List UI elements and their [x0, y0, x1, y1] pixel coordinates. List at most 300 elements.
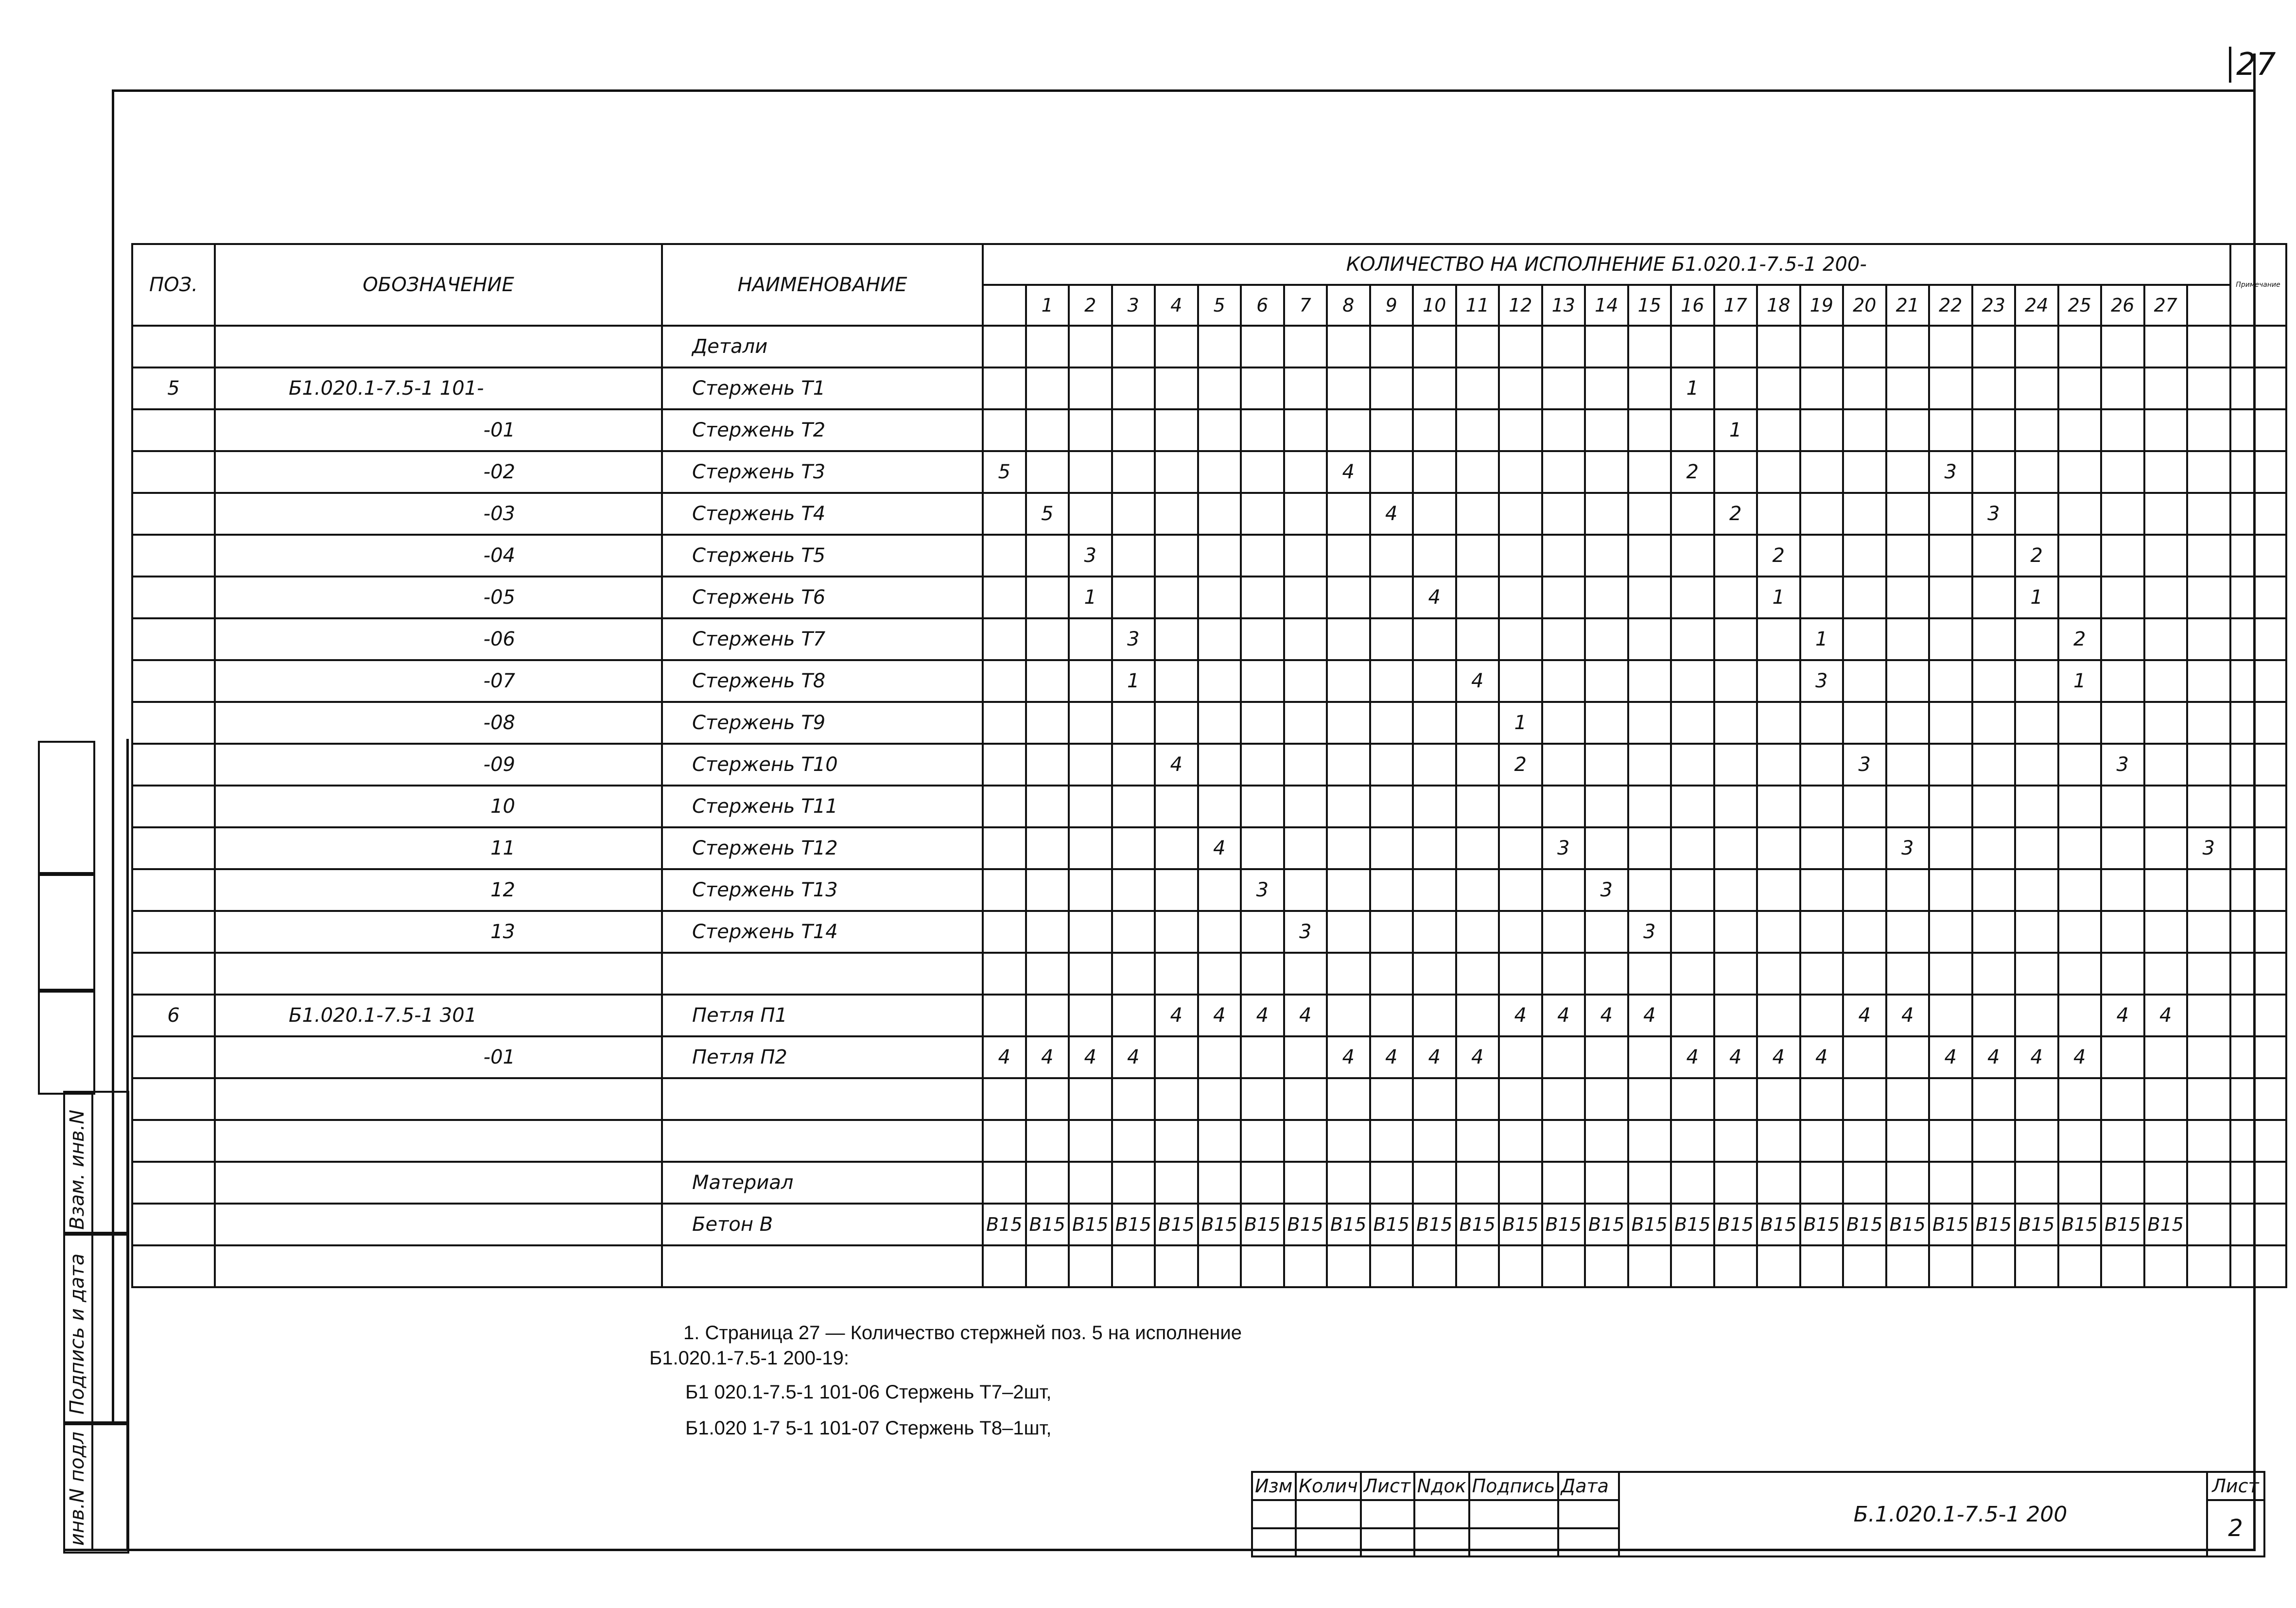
row-quantity: [1327, 786, 1370, 827]
row-quantity: [1972, 1078, 2016, 1120]
column-number: 27: [2144, 285, 2188, 326]
row-quantity: [1628, 953, 1671, 995]
row-naimenovanie: [662, 1078, 983, 1120]
row-quantity: В15: [1413, 1204, 1456, 1245]
row-oboznachenie: -07: [215, 660, 662, 702]
row-quantity: [1714, 1162, 1757, 1204]
row-quantity: [1843, 660, 1886, 702]
column-number: 6: [1241, 285, 1284, 326]
row-quantity: [1886, 744, 1930, 786]
row-quantity: [1714, 953, 1757, 995]
stamp-izm: Изм: [1252, 1472, 1296, 1500]
row-poz: [132, 953, 215, 995]
row-quantity: [1198, 451, 1241, 493]
row-quantity: [1886, 535, 1930, 577]
row-poz: [132, 1204, 215, 1245]
row-quantity: [2101, 367, 2144, 409]
row-quantity: [1843, 451, 1886, 493]
row-quantity: [1155, 535, 1198, 577]
row-quantity: [1714, 744, 1757, 786]
row-oboznachenie: -05: [215, 577, 662, 618]
row-quantity: [1585, 744, 1628, 786]
row-quantity: 1: [1499, 702, 1542, 744]
row-quantity: [1327, 953, 1370, 995]
row-quantity: [1886, 660, 1930, 702]
row-quantity: [1499, 1245, 1542, 1287]
row-quantity: [2187, 1245, 2230, 1287]
row-quantity: [1198, 702, 1241, 744]
row-quantity: [1241, 786, 1284, 827]
row-quantity: 4: [1585, 995, 1628, 1036]
row-quantity: [1929, 535, 1972, 577]
row-quantity: [2144, 618, 2188, 660]
row-naimenovanie: Стержень Т3: [662, 451, 983, 493]
row-naimenovanie: Стержень Т7: [662, 618, 983, 660]
row-quantity: [2015, 702, 2058, 744]
side-stamp-box-2: [38, 872, 95, 993]
row-quantity: [1413, 1078, 1456, 1120]
row-quantity: [1972, 744, 2016, 786]
row-quantity: 1: [2015, 577, 2058, 618]
row-quantity: [1413, 995, 1456, 1036]
row-quantity: [2187, 702, 2230, 744]
row-quantity: [1843, 1120, 1886, 1162]
row-poz: [132, 451, 215, 493]
row-oboznachenie: [215, 953, 662, 995]
table-row: [132, 1078, 2286, 1120]
row-quantity: 4: [983, 1036, 1026, 1078]
row-quantity: [1972, 618, 2016, 660]
row-quantity: [1370, 367, 1413, 409]
row-quantity: [1456, 786, 1499, 827]
row-quantity: 3: [1542, 827, 1585, 869]
row-quantity: [2058, 1245, 2102, 1287]
row-quantity: [1800, 786, 1844, 827]
row-quantity: [983, 1078, 1026, 1120]
row-quantity: [1026, 618, 1069, 660]
row-quantity: [1413, 702, 1456, 744]
row-quantity: [1456, 367, 1499, 409]
table-row: [132, 953, 2286, 995]
row-quantity: [2144, 1245, 2188, 1287]
row-naimenovanie: Петля П2: [662, 1036, 983, 1078]
header-naimenovanie: НАИМЕНОВАНИЕ: [662, 244, 983, 326]
row-quantity: [983, 493, 1026, 535]
row-quantity: [1843, 953, 1886, 995]
row-quantity: [1413, 827, 1456, 869]
row-quantity: [1413, 367, 1456, 409]
row-quantity: [1542, 367, 1585, 409]
row-quantity: [2015, 326, 2058, 367]
row-quantity: [1757, 1120, 1800, 1162]
row-quantity: [1112, 1120, 1155, 1162]
row-quantity: [2015, 911, 2058, 953]
row-quantity: [1155, 367, 1198, 409]
row-quantity: [1155, 618, 1198, 660]
row-quantity: [1628, 493, 1671, 535]
row-quantity: [2101, 911, 2144, 953]
row-quantity: [1929, 1162, 1972, 1204]
row-quantity: 4: [1327, 451, 1370, 493]
side-stamp-box-1: [38, 741, 95, 876]
row-quantity: [2101, 660, 2144, 702]
row-quantity: [1112, 326, 1155, 367]
row-quantity: [1413, 535, 1456, 577]
row-quantity: [1155, 493, 1198, 535]
row-quantity: В15: [2058, 1204, 2102, 1245]
row-quantity: [1069, 744, 1112, 786]
row-quantity: [2144, 702, 2188, 744]
row-quantity: [1284, 744, 1327, 786]
row-quantity: В15: [1241, 1204, 1284, 1245]
row-quantity: [1542, 702, 1585, 744]
row-quantity: 4: [1284, 995, 1327, 1036]
row-quantity: 5: [1026, 493, 1069, 535]
row-quantity: [1456, 535, 1499, 577]
row-primechanie: [2230, 1245, 2286, 1287]
row-quantity: [1241, 953, 1284, 995]
row-quantity: 3: [1800, 660, 1844, 702]
row-quantity: [1241, 1078, 1284, 1120]
row-quantity: [1026, 326, 1069, 367]
row-quantity: 4: [2058, 1036, 2102, 1078]
row-poz: [132, 326, 215, 367]
row-quantity: [1929, 1245, 1972, 1287]
row-quantity: [2101, 535, 2144, 577]
row-quantity: [1542, 953, 1585, 995]
row-primechanie: [2230, 1078, 2286, 1120]
row-quantity: [1155, 702, 1198, 744]
table-row: [132, 1036, 2286, 1078]
row-quantity: [1628, 326, 1671, 367]
row-quantity: [2144, 744, 2188, 786]
row-primechanie: [2230, 409, 2286, 451]
row-quantity: 2: [1757, 535, 1800, 577]
row-quantity: [1757, 1245, 1800, 1287]
row-quantity: 3: [2187, 827, 2230, 869]
row-quantity: [1714, 702, 1757, 744]
row-quantity: [1800, 744, 1844, 786]
column-number: 9: [1370, 285, 1413, 326]
row-quantity: [1026, 911, 1069, 953]
table-row: [132, 869, 2286, 911]
row-quantity: [1757, 409, 1800, 451]
row-quantity: [1542, 1078, 1585, 1120]
row-quantity: 4: [1069, 1036, 1112, 1078]
stamp-ndok: Nдок: [1414, 1472, 1469, 1500]
row-quantity: [1585, 326, 1628, 367]
row-quantity: [983, 326, 1026, 367]
table-row: [132, 827, 2286, 869]
row-quantity: [1628, 1245, 1671, 1287]
row-quantity: [1843, 618, 1886, 660]
row-poz: 6: [132, 995, 215, 1036]
row-quantity: [1628, 1120, 1671, 1162]
row-quantity: [1929, 953, 1972, 995]
row-quantity: [1155, 409, 1198, 451]
row-quantity: [983, 911, 1026, 953]
row-quantity: [1026, 1245, 1069, 1287]
row-quantity: [1972, 326, 2016, 367]
row-quantity: [1628, 827, 1671, 869]
row-quantity: [1155, 786, 1198, 827]
row-quantity: [1069, 451, 1112, 493]
row-quantity: [2058, 786, 2102, 827]
row-quantity: [983, 869, 1026, 911]
row-quantity: [2187, 744, 2230, 786]
row-quantity: [1026, 451, 1069, 493]
row-quantity: [1714, 786, 1757, 827]
row-quantity: В15: [1671, 1204, 1714, 1245]
column-number: 25: [2058, 285, 2102, 326]
row-quantity: [1757, 744, 1800, 786]
row-quantity: [1542, 911, 1585, 953]
row-quantity: [2187, 367, 2230, 409]
column-number: 19: [1800, 285, 1844, 326]
row-quantity: [983, 618, 1026, 660]
row-quantity: [1241, 451, 1284, 493]
row-quantity: [1929, 409, 1972, 451]
row-quantity: [1198, 326, 1241, 367]
row-quantity: [1284, 1120, 1327, 1162]
row-quantity: [983, 827, 1026, 869]
row-quantity: [1628, 869, 1671, 911]
row-quantity: [1542, 786, 1585, 827]
row-poz: [132, 618, 215, 660]
row-quantity: 4: [1757, 1036, 1800, 1078]
row-quantity: В15: [1886, 1204, 1930, 1245]
column-number: 8: [1327, 285, 1370, 326]
row-quantity: [2187, 618, 2230, 660]
row-quantity: [1327, 1162, 1370, 1204]
row-quantity: [1499, 451, 1542, 493]
row-quantity: [1026, 409, 1069, 451]
row-quantity: [1241, 702, 1284, 744]
row-quantity: [1069, 702, 1112, 744]
row-quantity: [1112, 869, 1155, 911]
row-quantity: [1241, 1036, 1284, 1078]
row-quantity: 3: [1585, 869, 1628, 911]
row-quantity: [1542, 660, 1585, 702]
row-quantity: [1757, 1162, 1800, 1204]
row-quantity: [1757, 786, 1800, 827]
row-quantity: [1628, 660, 1671, 702]
row-quantity: [983, 660, 1026, 702]
row-quantity: 3: [1886, 827, 1930, 869]
row-quantity: [2144, 326, 2188, 367]
row-quantity: [2101, 618, 2144, 660]
row-quantity: [1112, 786, 1155, 827]
row-quantity: [2101, 493, 2144, 535]
row-quantity: [1499, 660, 1542, 702]
row-poz: [132, 535, 215, 577]
row-quantity: [1843, 1162, 1886, 1204]
row-quantity: [2058, 493, 2102, 535]
table-row: [132, 660, 2286, 702]
row-primechanie: [2230, 869, 2286, 911]
row-quantity: [1972, 535, 2016, 577]
row-poz: [132, 1036, 215, 1078]
row-quantity: [1929, 911, 1972, 953]
row-quantity: [1456, 1162, 1499, 1204]
row-quantity: [1069, 911, 1112, 953]
column-number: 4: [1155, 285, 1198, 326]
row-quantity: В15: [1112, 1204, 1155, 1245]
row-quantity: [1069, 827, 1112, 869]
table-row: [132, 1204, 2286, 1245]
column-number: [983, 285, 1026, 326]
row-quantity: [2187, 1120, 2230, 1162]
row-quantity: 3: [1929, 451, 1972, 493]
row-quantity: 3: [1972, 493, 2016, 535]
row-quantity: [1327, 702, 1370, 744]
row-quantity: [1542, 326, 1585, 367]
row-quantity: [1155, 1120, 1198, 1162]
stamp-data: Дата: [1558, 1472, 1619, 1500]
row-quantity: [1628, 744, 1671, 786]
row-quantity: [983, 786, 1026, 827]
row-poz: 5: [132, 367, 215, 409]
row-quantity: [1714, 326, 1757, 367]
row-quantity: 4: [1843, 995, 1886, 1036]
row-quantity: [2058, 535, 2102, 577]
row-quantity: [1112, 911, 1155, 953]
row-quantity: [1413, 953, 1456, 995]
column-number: 11: [1456, 285, 1499, 326]
row-naimenovanie: Стержень Т4: [662, 493, 983, 535]
row-quantity: [1886, 786, 1930, 827]
note-line-1: 1. Страница 27 — Количество стержней поз. 5 на исполнение: [683, 1322, 1242, 1344]
row-quantity: [1843, 535, 1886, 577]
row-quantity: [1413, 1120, 1456, 1162]
row-quantity: [1714, 618, 1757, 660]
row-quantity: [1843, 493, 1886, 535]
row-quantity: [1671, 618, 1714, 660]
row-quantity: [2058, 953, 2102, 995]
table-row: [132, 577, 2286, 618]
row-quantity: [2101, 786, 2144, 827]
row-quantity: 4: [1026, 1036, 1069, 1078]
row-quantity: [1026, 535, 1069, 577]
row-quantity: [2144, 660, 2188, 702]
row-quantity: [1413, 1245, 1456, 1287]
row-quantity: [1112, 744, 1155, 786]
row-quantity: [1026, 577, 1069, 618]
row-quantity: [1499, 409, 1542, 451]
row-quantity: В15: [1456, 1204, 1499, 1245]
row-quantity: [1026, 995, 1069, 1036]
row-quantity: [1499, 493, 1542, 535]
row-quantity: [2187, 493, 2230, 535]
row-quantity: [1370, 535, 1413, 577]
row-quantity: [1284, 660, 1327, 702]
row-quantity: [2187, 326, 2230, 367]
row-quantity: 1: [1671, 367, 1714, 409]
row-quantity: [1370, 660, 1413, 702]
row-quantity: [1155, 326, 1198, 367]
row-quantity: [1026, 367, 1069, 409]
row-quantity: [1671, 1162, 1714, 1204]
row-quantity: [2058, 367, 2102, 409]
row-quantity: [1585, 535, 1628, 577]
column-number: 13: [1542, 285, 1585, 326]
row-quantity: [1714, 451, 1757, 493]
column-number: 17: [1714, 285, 1757, 326]
row-quantity: [1886, 911, 1930, 953]
row-quantity: [1929, 827, 1972, 869]
note-line-4: Б1.020 1-7 5-1 101-07 Стержень Т8–1шт,: [685, 1417, 1052, 1439]
row-quantity: [2101, 702, 2144, 744]
row-quantity: [1972, 577, 2016, 618]
row-naimenovanie: Стержень Т8: [662, 660, 983, 702]
row-quantity: [1327, 744, 1370, 786]
row-quantity: [983, 744, 1026, 786]
header-kolichestvo: КОЛИЧЕСТВО НА ИСПОЛНЕНИЕ Б1.020.1-7.5-1 200-: [983, 244, 2230, 285]
row-oboznachenie: [215, 1078, 662, 1120]
row-quantity: [1843, 786, 1886, 827]
row-quantity: [1456, 911, 1499, 953]
row-quantity: 2: [1714, 493, 1757, 535]
row-quantity: [1069, 326, 1112, 367]
row-quantity: [1155, 1036, 1198, 1078]
row-quantity: [1112, 535, 1155, 577]
row-quantity: [1886, 451, 1930, 493]
row-quantity: [1327, 326, 1370, 367]
row-quantity: [1671, 409, 1714, 451]
row-quantity: 4: [1155, 995, 1198, 1036]
row-quantity: [2058, 744, 2102, 786]
row-quantity: [1542, 535, 1585, 577]
side-stamp-box-3: [38, 989, 95, 1095]
row-quantity: [1413, 869, 1456, 911]
row-quantity: 4: [1714, 1036, 1757, 1078]
row-quantity: [1327, 1245, 1370, 1287]
row-quantity: [1241, 367, 1284, 409]
row-quantity: [1069, 1245, 1112, 1287]
row-quantity: [1757, 869, 1800, 911]
row-quantity: [1241, 660, 1284, 702]
row-quantity: [1671, 577, 1714, 618]
row-quantity: [1198, 911, 1241, 953]
row-poz: [132, 786, 215, 827]
row-primechanie: [2230, 660, 2286, 702]
row-primechanie: [2230, 1036, 2286, 1078]
row-quantity: В15: [1929, 1204, 1972, 1245]
row-quantity: [2187, 995, 2230, 1036]
row-quantity: [1542, 618, 1585, 660]
row-oboznachenie: Б1.020.1-7.5-1 101-: [215, 367, 662, 409]
row-quantity: [1542, 1162, 1585, 1204]
row-poz: [132, 827, 215, 869]
table-row: [132, 995, 2286, 1036]
row-quantity: [1542, 409, 1585, 451]
row-quantity: 2: [2058, 618, 2102, 660]
row-naimenovanie: Материал: [662, 1162, 983, 1204]
row-quantity: [1155, 911, 1198, 953]
row-quantity: [1370, 786, 1413, 827]
row-quantity: [1413, 409, 1456, 451]
row-quantity: [1714, 1120, 1757, 1162]
row-quantity: [1671, 660, 1714, 702]
row-quantity: [1886, 1162, 1930, 1204]
row-quantity: [1585, 911, 1628, 953]
row-quantity: [983, 702, 1026, 744]
row-quantity: [1671, 744, 1714, 786]
row-quantity: [1972, 995, 2016, 1036]
row-quantity: [2187, 1204, 2230, 1245]
row-quantity: [2187, 409, 2230, 451]
row-quantity: [1284, 702, 1327, 744]
